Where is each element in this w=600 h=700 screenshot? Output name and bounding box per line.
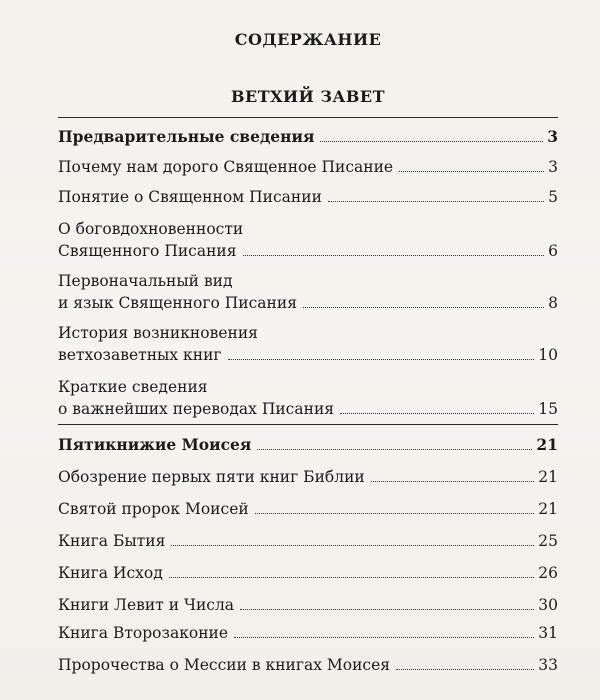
- dot-leader: [228, 359, 535, 360]
- toc-entry-row: [58, 156, 558, 178]
- toc-entry-row: [58, 398, 558, 420]
- toc-entry[interactable]: [58, 218, 558, 262]
- toc-entry[interactable]: [58, 530, 558, 552]
- toc-entry-row: [58, 126, 558, 148]
- toc-entry-title: Книга Второзаконие: [58, 624, 229, 642]
- toc-entry-title: Пятикнижие Моисея: [58, 435, 252, 454]
- page-number: 33: [538, 656, 558, 674]
- dot-leader: [243, 255, 545, 256]
- toc-entry[interactable]: [58, 186, 558, 208]
- page-number: 26: [538, 564, 558, 582]
- toc-entry[interactable]: [58, 466, 558, 488]
- page-title: СОДЕРЖАНИЕ: [234, 30, 382, 49]
- toc-entry-title: ветхозаветных книг: [58, 346, 222, 364]
- toc-entry-row: [58, 292, 558, 314]
- toc-entry-row: [58, 498, 558, 520]
- page-number: 30: [538, 596, 558, 614]
- toc-entry-row: [58, 240, 558, 262]
- dot-leader: [240, 609, 534, 610]
- page-number: 21: [538, 468, 558, 486]
- toc-entry[interactable]: [58, 126, 558, 148]
- toc-entry-row: [58, 594, 558, 616]
- dot-leader: [396, 669, 534, 670]
- toc-entry-row: [58, 344, 558, 366]
- dot-leader: [328, 201, 544, 202]
- toc-entry[interactable]: [58, 622, 558, 644]
- toc-entry-title-line: История возникновения: [58, 324, 258, 342]
- toc-entry-title-line: О боговдохновенности: [58, 220, 244, 238]
- toc-entry-title: Почему нам дорого Священное Писание: [58, 158, 394, 176]
- toc-entry-row: [58, 186, 558, 208]
- page-number: 6: [548, 242, 558, 260]
- page-number: 21: [538, 500, 558, 518]
- section-heading: ВЕТХИЙ ЗАВЕТ: [230, 87, 386, 106]
- page-number: 25: [538, 532, 558, 550]
- dot-leader: [399, 171, 544, 172]
- toc-entry-title: Святой пророк Моисей: [58, 500, 249, 518]
- dot-leader: [169, 577, 535, 578]
- dot-leader: [371, 481, 535, 482]
- page-number: 5: [548, 188, 558, 206]
- page-number: 8: [548, 294, 558, 312]
- toc-entry-row: [58, 654, 558, 676]
- toc-entry-title: Книга Бытия: [58, 532, 166, 550]
- dot-leader: [340, 413, 534, 414]
- toc-entry-title-line: Краткие сведения: [58, 378, 208, 396]
- toc-entry[interactable]: [58, 562, 558, 584]
- page-number: 15: [538, 400, 558, 418]
- toc-entry-title: о важнейших переводах Писания: [58, 400, 335, 418]
- toc-entry-title: Понятие о Священном Писании: [58, 188, 322, 206]
- toc-entry-row: [58, 562, 558, 584]
- toc-entry[interactable]: [58, 594, 558, 616]
- toc-entry-title: Священного Писания: [58, 242, 237, 260]
- toc-entry[interactable]: [58, 322, 558, 366]
- toc-entry-title: Обозрение первых пяти книг Библии: [58, 468, 365, 486]
- section-rule: [58, 424, 558, 425]
- toc-entry-row: [58, 434, 558, 456]
- toc-entry-title: Книга Исход: [58, 564, 163, 582]
- toc-entry-title: Предварительные сведения: [58, 127, 315, 146]
- toc-entry[interactable]: [58, 156, 558, 178]
- toc-entry-row: [58, 530, 558, 552]
- dot-leader: [255, 513, 535, 514]
- toc-entry-row: [58, 466, 558, 488]
- toc-entry-row: [58, 622, 558, 644]
- page-number: 10: [538, 346, 558, 364]
- dot-leader: [171, 545, 534, 546]
- dot-leader: [234, 637, 534, 638]
- toc-entry[interactable]: [58, 270, 558, 314]
- toc-entry-title: и язык Священного Писания: [58, 294, 297, 312]
- toc-entry-title: Пророчества о Мессии в книгах Моисея: [58, 656, 391, 674]
- page-number: 21: [536, 435, 558, 454]
- dot-leader: [257, 449, 532, 450]
- page-number: 3: [547, 127, 558, 146]
- toc-entry[interactable]: [58, 498, 558, 520]
- toc-entry-title-line: Первоначальный вид: [58, 272, 233, 290]
- section-rule: [58, 117, 558, 118]
- page-number: 31: [538, 624, 558, 642]
- toc-entry[interactable]: [58, 376, 558, 420]
- toc-entry[interactable]: [58, 654, 558, 676]
- toc-entry[interactable]: [58, 434, 558, 456]
- dot-leader: [320, 141, 543, 142]
- page-number: 3: [548, 158, 558, 176]
- dot-leader: [303, 307, 544, 308]
- toc-entry-title: Книги Левит и Числа: [58, 596, 235, 614]
